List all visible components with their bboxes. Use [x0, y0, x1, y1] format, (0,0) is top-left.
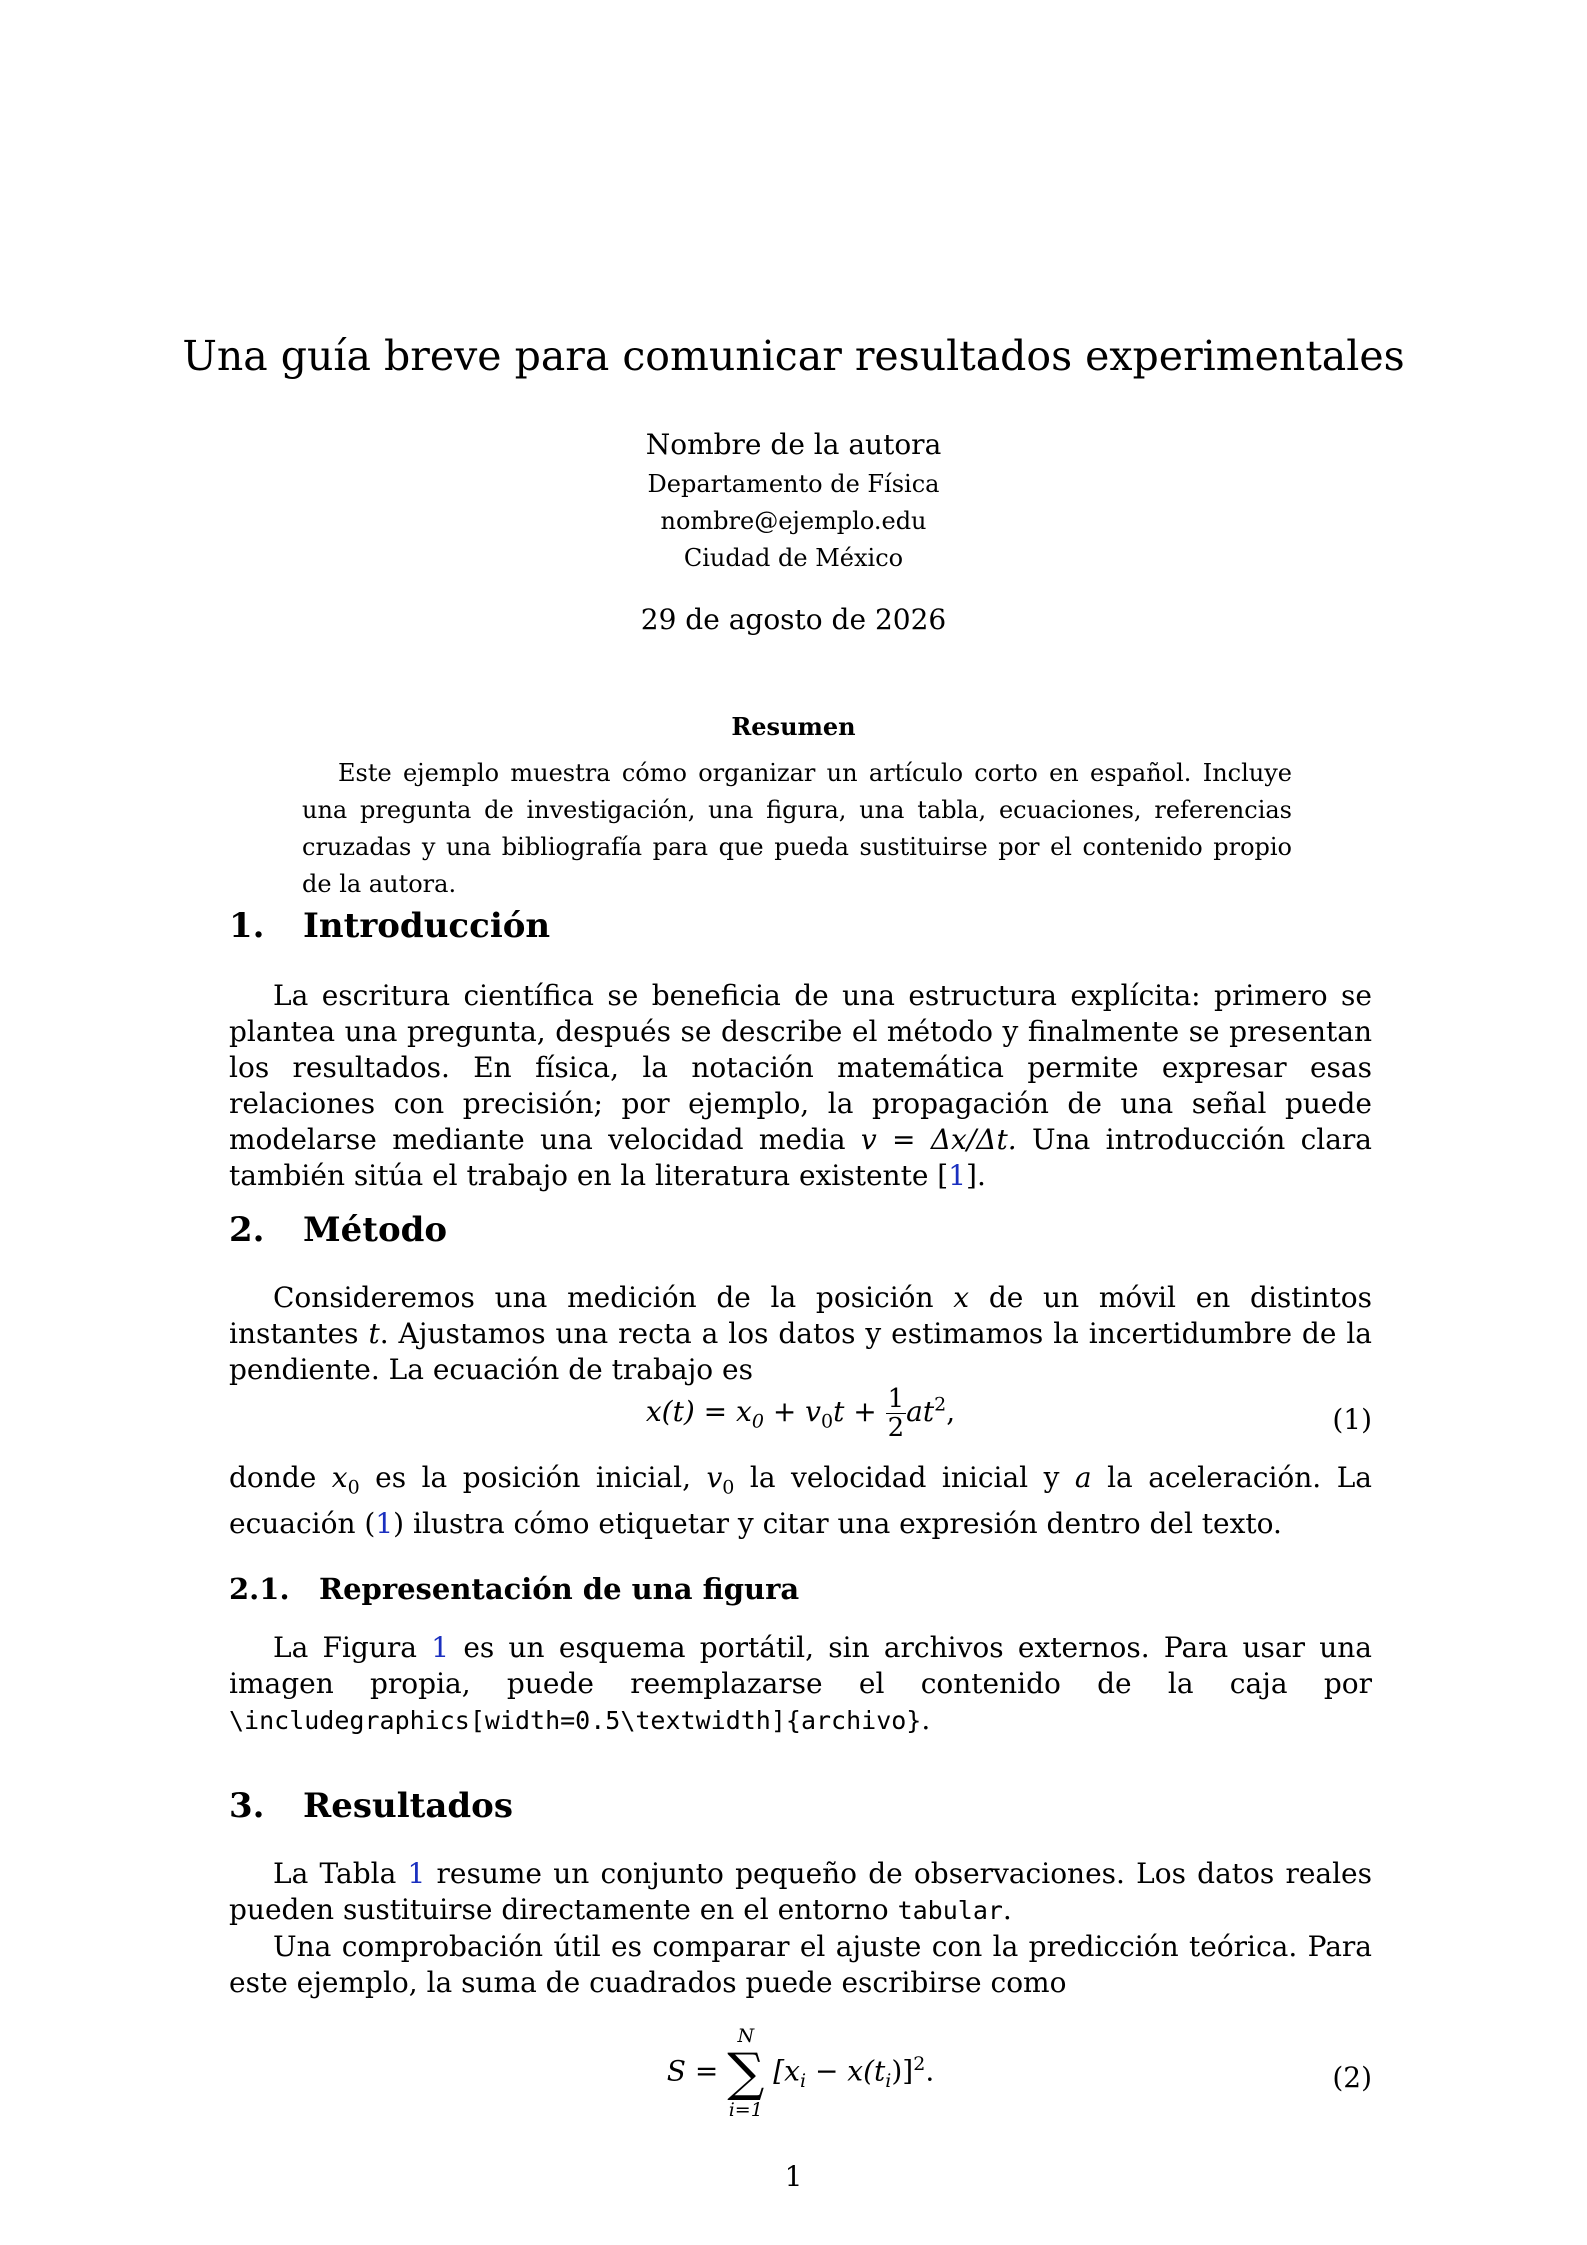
method-text: de un móvil en distintos instantes — [229, 1281, 1372, 1350]
text: . — [921, 1703, 931, 1736]
eq1-sub: 0 — [821, 1410, 834, 1433]
intro-text-2: Una introducción clara también sitúa el trabajo en la literatura existente [ — [229, 1123, 1372, 1192]
var-a: a — [1074, 1461, 1092, 1494]
text: ) ilustra cómo etiquetar y citar una expresión dentro del texto. — [393, 1506, 1282, 1540]
method-paragraph-2 — [229, 1460, 1372, 1542]
sum-upper: N — [737, 2025, 755, 2047]
author-city: Ciudad de México — [683, 544, 904, 572]
author-name: Nombre de la autora — [645, 428, 942, 461]
section-heading-method — [229, 1210, 447, 1250]
subsection-title: Representación de una figura — [319, 1572, 800, 1606]
figure-ref-link[interactable]: 1 — [431, 1631, 450, 1664]
eq1-exp: 2 — [934, 1393, 947, 1416]
section-heading-results — [229, 1786, 513, 1826]
abstract-text: Este ejemplo muestra cómo organizar un artículo corto en español. Incluye una pregunta de investigación, una figura, una tabla, ecuaciones, referencias cruzadas y una bibliografía para que pueda sustituirse por el contenido propio de la autora. — [302, 759, 1292, 898]
frac-den: 2 — [887, 1413, 905, 1443]
equation-2 — [229, 2025, 1372, 2121]
text: resume un conjunto pequeño de observaciones. Los datos reales pueden sustituirse directamente en el entorno — [229, 1857, 1373, 1926]
eq1-at: at — [906, 1395, 935, 1428]
subscript: i — [885, 2070, 892, 2093]
section-title: Método — [303, 1210, 448, 1250]
table-ref-link[interactable]: 1 — [407, 1857, 426, 1890]
text: la velocidad inicial y — [734, 1461, 1075, 1494]
author-email: nombre@ejemplo.edu — [660, 507, 927, 535]
page-number: 1 — [784, 2160, 803, 2193]
var-v0: v — [706, 1461, 723, 1494]
eq1-end: , — [946, 1395, 956, 1428]
code-snippet: tabular — [897, 1896, 1003, 1925]
text: La Tabla — [273, 1857, 408, 1890]
citation-link[interactable]: 1 — [948, 1159, 967, 1192]
eq2-body: − x(t — [806, 2054, 886, 2088]
author-department: Departamento de Física — [647, 470, 940, 498]
subscript: 0 — [722, 1476, 735, 1499]
velocity-formula: v = Δx/Δt. — [860, 1123, 1017, 1156]
method-paragraph — [229, 1280, 1372, 1388]
subsection-number: 2.1. — [229, 1572, 290, 1606]
text: es la posición inicial, — [359, 1461, 707, 1494]
sum-symbol: ∑ — [727, 2043, 765, 2103]
method-text: Consideremos una medición de la posición — [273, 1281, 954, 1314]
equation-1 — [229, 1385, 1372, 1442]
section-title: Introducción — [303, 906, 551, 946]
text: la aceleración. La ecuación ( — [229, 1461, 1372, 1540]
eq2-lhs: S = — [666, 2054, 719, 2088]
text: La Figura — [273, 1631, 432, 1664]
sum-lower: i=1 — [728, 2099, 763, 2121]
var-x: x — [953, 1281, 970, 1314]
var-t: t — [368, 1317, 380, 1350]
subscript: 0 — [347, 1476, 360, 1499]
fraction — [886, 1385, 907, 1442]
paper-date: 29 de agosto de 2026 — [640, 603, 947, 636]
frac-num: 1 — [887, 1384, 905, 1414]
section-number: 1. — [229, 906, 265, 946]
eq1-lhs: x(t) = x — [645, 1395, 752, 1428]
equation-number: (1) — [1332, 1403, 1372, 1436]
intro-paragraph — [229, 978, 1372, 1194]
method-text: . Ajustamos una recta a los datos y estimamos la incertidumbre de la pendiente. La ecuación de trabajo es — [229, 1317, 1372, 1386]
section-number: 2. — [229, 1210, 265, 1250]
eq2-body: [x — [773, 2054, 800, 2088]
summation-icon — [727, 2025, 764, 2121]
figure-paragraph — [229, 1630, 1372, 1739]
results-text-2: Una comprobación útil es comparar el ajuste con la predicción teórica. Para este ejemplo, la suma de cuadrados puede escribirse como — [229, 1930, 1372, 1999]
subscript: i — [799, 2070, 807, 2093]
abstract-heading: Resumen — [731, 712, 856, 741]
eq1-t: t + — [833, 1395, 886, 1428]
equation-number: (2) — [1332, 2061, 1372, 2094]
text: es un esquema portátil, sin archivos externos. Para usar una imagen propia, puede reemplazarse el contenido de la caja por — [229, 1631, 1372, 1700]
eq1-mid: + v — [763, 1395, 822, 1428]
eq1-sub: 0 — [751, 1410, 764, 1433]
section-title: Resultados — [303, 1786, 513, 1826]
section-number: 3. — [229, 1786, 265, 1826]
intro-text: La escritura científica se beneficia de una estructura explícita: primero se plantea una pregunta, después se describe el método y finalmente se presentan los resultados. En física, la notación matemática permite expresar esas relaciones con precisión; por ejemplo, la propagación de una señal puede modelarse mediante una velocidad media — [229, 979, 1372, 1156]
eq2-body: )] — [891, 2054, 914, 2088]
equation-ref-link[interactable]: 1 — [375, 1506, 394, 1540]
text: donde — [229, 1461, 332, 1494]
intro-text-end: ]. — [966, 1159, 986, 1192]
eq2-exp: 2 — [913, 2053, 926, 2076]
code-snippet: \includegraphics[width=0.5\textwidth]{archivo} — [229, 1706, 922, 1735]
subsection-heading-figure — [229, 1572, 799, 1606]
eq2-end: . — [925, 2054, 935, 2088]
section-heading-intro — [229, 906, 550, 946]
var-x0: x — [331, 1461, 348, 1494]
paper-title: Una guía breve para comunicar resultados experimentales — [182, 332, 1405, 380]
results-paragraph — [229, 1856, 1372, 2001]
text: . — [1002, 1893, 1012, 1926]
